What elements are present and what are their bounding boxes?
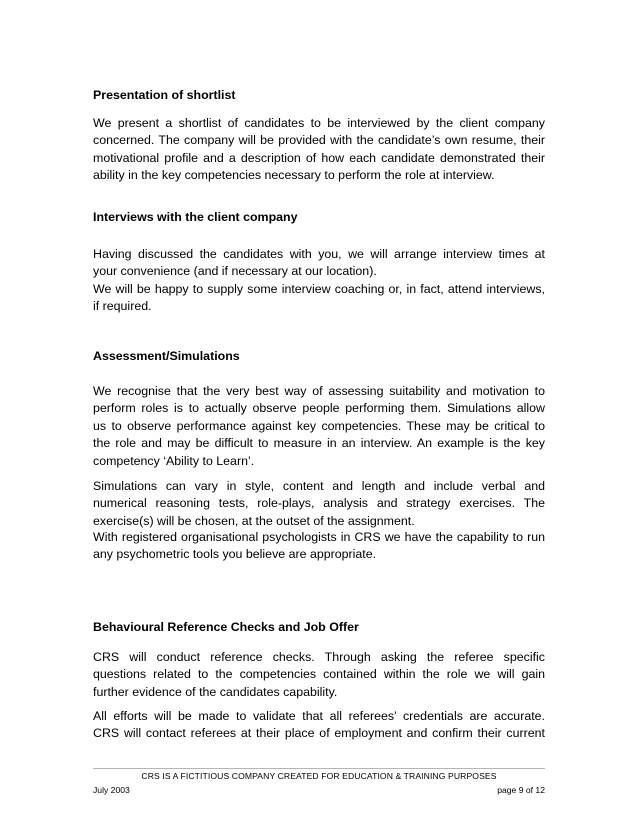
footer-notice: CRS IS A FICTITIOUS COMPANY CREATED FOR EDUCATION & TRAINING PURPOSES [141, 771, 497, 781]
document-page [93, 0, 545, 826]
text-line: further evidence of the candidates capability. [93, 684, 338, 699]
text-line: CRS will conduct reference checks. Through asking the referee specific [93, 650, 545, 664]
text-line: We present a shortlist of candidates to be interviewed by the client company [93, 116, 545, 130]
paragraph-assessment-3 [93, 529, 545, 564]
text-line: Having discussed the candidates with you, we will arrange interview times at [93, 247, 545, 261]
text-line: Simulations can vary in style, content and length and include verbal and [93, 479, 545, 493]
text-line: All efforts will be made to validate that all referees’ credentials are accurate. [93, 709, 545, 723]
text-line: if required. [93, 299, 152, 314]
text-line: concerned. The company will be provided with the candidate’s own resume, their [93, 133, 545, 148]
section-heading-interviews: Interviews with the client company [93, 210, 298, 224]
text-line: We will be happy to supply some interview coaching or, in fact, attend interviews, [93, 281, 545, 296]
paragraph-assessment-1 [93, 383, 545, 470]
text-line: perform roles is to actually observe people performing them. Simulations allow [93, 401, 545, 416]
text-line: We recognise that the very best way of assessing suitability and motivation to [93, 384, 545, 398]
section-heading-assessment-simulations: Assessment/Simulations [93, 349, 240, 363]
paragraph-interviews [93, 246, 545, 316]
text-line: us to observe performance against key competencies. These may be critical to [93, 418, 545, 433]
paragraph-reference-checks-2 [93, 708, 545, 743]
footer-page-number: page 9 of 12 [497, 785, 545, 795]
text-line: ability in the key competencies necessary to perform the role at interview. [93, 168, 495, 183]
section-heading-presentation-of-shortlist: Presentation of shortlist [93, 88, 236, 102]
footer-divider [93, 768, 545, 769]
text-line: CRS will contact referees at their place of employment and confirm their current [93, 726, 545, 741]
paragraph-assessment-2 [93, 478, 545, 530]
text-line: the role and may be difficult to measure in an interview. An example is the key [93, 436, 545, 451]
text-line: questions related to the competencies contained within the role we will gain [93, 667, 545, 682]
footer-date: July 2003 [93, 785, 130, 795]
text-line: competency ‘Ability to Learn’. [93, 453, 255, 468]
text-line: exercise(s) will be chosen, at the outset of the assignment. [93, 513, 415, 528]
text-line: your convenience (and if necessary at our location). [93, 264, 377, 279]
paragraph-reference-checks-1 [93, 649, 545, 701]
paragraph-shortlist [93, 115, 545, 185]
text-line: With registered organisational psychologists in CRS we have the capability to run [93, 530, 545, 544]
text-line: any psychometric tools you believe are appropriate. [93, 547, 377, 562]
section-heading-behavioural-reference-checks: Behavioural Reference Checks and Job Offer [93, 620, 359, 634]
text-line: numerical reasoning tests, role-plays, analysis and strategy exercises. The [93, 496, 545, 511]
text-line: motivational profile and a description of how each candidate demonstrated their [93, 150, 545, 165]
